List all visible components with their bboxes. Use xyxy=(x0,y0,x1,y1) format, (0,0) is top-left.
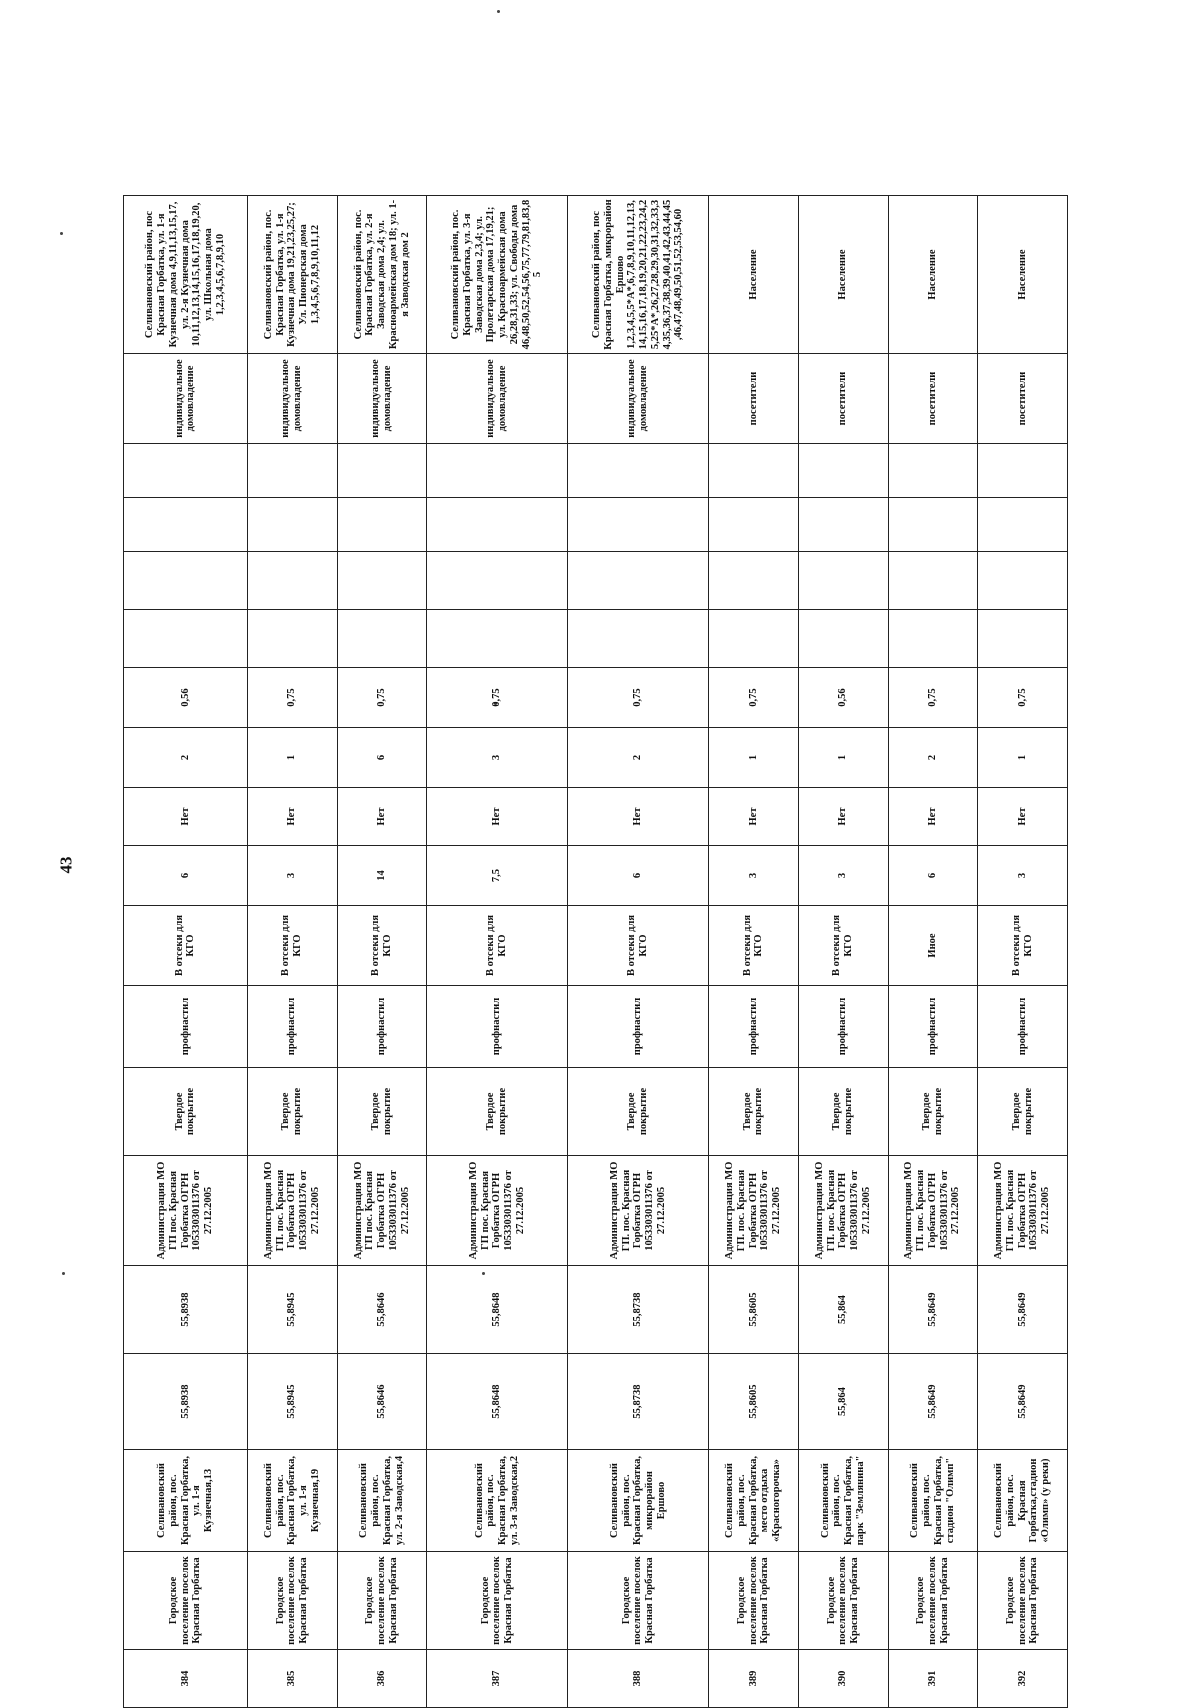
cell-sources: Население xyxy=(709,196,799,354)
cell-c14 xyxy=(568,610,709,668)
cell-source_type: индивидуальное домовладение xyxy=(247,354,337,444)
cell-address: Селивановский район, пос. Красная Горбатка, ул. 1-я Кузнечная,13 xyxy=(124,1450,248,1552)
cell-settlement: Городское поселение поселок Красная Горбатка xyxy=(798,1552,888,1650)
cell-lon: 55,8648 xyxy=(427,1266,568,1354)
cell-containers: 1 xyxy=(709,728,799,788)
cell-area: 14 xyxy=(337,846,427,906)
cell-lon: 55,8605 xyxy=(709,1266,799,1354)
cell-lon: 55,8938 xyxy=(124,1266,248,1354)
table-row xyxy=(888,196,978,1708)
cell-lat: 55,8649 xyxy=(978,1354,1068,1450)
cell-canopy: Нет xyxy=(124,788,248,846)
cell-settlement: Городское поселение поселок Красная Горбатка xyxy=(978,1552,1068,1650)
cell-c16 xyxy=(427,498,568,552)
table-row xyxy=(978,196,1068,1708)
cell-num: 386 xyxy=(337,1650,427,1708)
cell-canopy: Нет xyxy=(247,788,337,846)
cell-surface: Твердое покрытие xyxy=(124,1068,248,1156)
table-row xyxy=(337,196,427,1708)
cell-c14 xyxy=(247,610,337,668)
cell-c16 xyxy=(978,498,1068,552)
cell-c15 xyxy=(709,552,799,610)
cell-volume: 0,75 xyxy=(978,668,1068,728)
cell-source_type: индивидуальное домовладение xyxy=(427,354,568,444)
cell-waste: В отсеки для КГО xyxy=(978,906,1068,986)
cell-c16 xyxy=(124,498,248,552)
cell-volume: 0,56 xyxy=(124,668,248,728)
cell-c17 xyxy=(124,444,248,498)
cell-c14 xyxy=(888,610,978,668)
cell-lon: 55,8945 xyxy=(247,1266,337,1354)
cell-fence: профнастил xyxy=(978,986,1068,1068)
cell-c15 xyxy=(247,552,337,610)
cell-fence: профнастил xyxy=(337,986,427,1068)
cell-c16 xyxy=(247,498,337,552)
cell-lat: 55,8605 xyxy=(709,1354,799,1450)
cell-owner: Администрация МО ГП пос. Красная Горбатка ОГРН 1053303011376 от 27.12.2005 xyxy=(427,1156,568,1266)
cell-sources: Селивановский район, пос Красная Горбатка, ул. 1-я Кузнечная дома 4,9,11,13,15,17, ул. 2-я Кузнечная дома 10,11,12,13,14,15,16,17,18,19,20, ул. Школьная дома 1,2,3,4,5,6,7,8,9,10 xyxy=(124,196,248,354)
cell-area: 3 xyxy=(798,846,888,906)
cell-c14 xyxy=(798,610,888,668)
cell-owner: Администрация МО ГП. пос. Красная Горбатка ОГРН 1053303011376 от 27.12.2005 xyxy=(568,1156,709,1266)
cell-lon: 55,8646 xyxy=(337,1266,427,1354)
cell-c15 xyxy=(427,552,568,610)
cell-c16 xyxy=(798,498,888,552)
cell-c17 xyxy=(798,444,888,498)
cell-lon: 55,8738 xyxy=(568,1266,709,1354)
cell-volume: 0,75 xyxy=(427,668,568,728)
page-number: 43 xyxy=(56,856,76,874)
cell-num: 385 xyxy=(247,1650,337,1708)
cell-volume: 0,75 xyxy=(337,668,427,728)
cell-area: 3 xyxy=(709,846,799,906)
cell-num: 392 xyxy=(978,1650,1068,1708)
cell-lat: 55,8945 xyxy=(247,1354,337,1450)
cell-source_type: посетители xyxy=(978,354,1068,444)
cell-canopy: Нет xyxy=(337,788,427,846)
cell-c17 xyxy=(568,444,709,498)
cell-c14 xyxy=(709,610,799,668)
registry-body xyxy=(124,196,1068,1708)
cell-lat: 55,8648 xyxy=(427,1354,568,1450)
cell-lat: 55,864 xyxy=(798,1354,888,1450)
cell-fence: профнастил xyxy=(568,986,709,1068)
cell-lat: 55,8938 xyxy=(124,1354,248,1450)
cell-canopy: Нет xyxy=(978,788,1068,846)
cell-sources: Население xyxy=(888,196,978,354)
cell-surface: Твердое покрытие xyxy=(978,1068,1068,1156)
cell-containers: 2 xyxy=(568,728,709,788)
cell-address: Селивановский район, пос. Красная Горбатка, ул. 3-я Заводская,2 xyxy=(427,1450,568,1552)
cell-volume: 0,75 xyxy=(888,668,978,728)
cell-waste: В отсеки для КГО xyxy=(337,906,427,986)
cell-source_type: индивидуальное домовладение xyxy=(568,354,709,444)
cell-area: 3 xyxy=(247,846,337,906)
cell-address: Селивановский район, пос. Красная Горбатка, ул. 2-я Заводская,4 xyxy=(337,1450,427,1552)
cell-num: 388 xyxy=(568,1650,709,1708)
cell-address: Селивановский район, пос. Красная Горбатка, стадион "Олимп" xyxy=(888,1450,978,1552)
cell-c15 xyxy=(888,552,978,610)
cell-area: 6 xyxy=(568,846,709,906)
cell-c17 xyxy=(888,444,978,498)
cell-source_type: индивидуальное домовладение xyxy=(337,354,427,444)
cell-lon: 55,8649 xyxy=(888,1266,978,1354)
cell-settlement: Городское поселение поселок Красная Горбатка xyxy=(568,1552,709,1650)
scan-speck xyxy=(60,232,63,235)
cell-c16 xyxy=(888,498,978,552)
cell-fence: профнастил xyxy=(247,986,337,1068)
cell-num: 387 xyxy=(427,1650,568,1708)
scan-speck xyxy=(62,1272,65,1275)
cell-fence: профнастил xyxy=(427,986,568,1068)
cell-sources: Селивановский район, пос. Красная Горбатка, ул. 1-я Кузнечная дома 19,21,23,25,27; Ул. Пионерская дома 1,3,4,5,6,7,8,9,10,11,12 xyxy=(247,196,337,354)
cell-owner: Администрация МО ГП. пос. Красная Горбатка ОГРН 1053303011376 от 27.12.2005 xyxy=(247,1156,337,1266)
cell-sources: Население xyxy=(798,196,888,354)
cell-area: 6 xyxy=(124,846,248,906)
cell-c16 xyxy=(568,498,709,552)
cell-owner: Администрация МО ГП пос. Красная Горбатка ОГРН 1053303011376 от 27.12.2005 xyxy=(337,1156,427,1266)
cell-owner: Администрация МО ГП. пос. Красная Горбатка ОГРН 1053303011376 от 27.12.2005 xyxy=(709,1156,799,1266)
cell-settlement: Городское поселение поселок Красная Горбатка xyxy=(337,1552,427,1650)
cell-containers: 2 xyxy=(888,728,978,788)
cell-c16 xyxy=(709,498,799,552)
cell-area: 3 xyxy=(978,846,1068,906)
cell-waste: В отсеки для КГО xyxy=(568,906,709,986)
cell-address: Селивановский район, пос. Красная Горбатка, микрорайон Ершово xyxy=(568,1450,709,1552)
table-row xyxy=(798,196,888,1708)
cell-surface: Твердое покрытие xyxy=(798,1068,888,1156)
cell-waste: В отсеки для КГО xyxy=(124,906,248,986)
cell-lat: 55,8738 xyxy=(568,1354,709,1450)
cell-containers: 1 xyxy=(978,728,1068,788)
cell-containers: 1 xyxy=(247,728,337,788)
cell-containers: 1 xyxy=(798,728,888,788)
cell-waste: В отсеки для КГО xyxy=(427,906,568,986)
cell-source_type: посетители xyxy=(888,354,978,444)
cell-address: Селивановский район, пос. Красная Горбатка, место отдыха «Красногорочка» xyxy=(709,1450,799,1552)
cell-volume: 0,75 xyxy=(568,668,709,728)
table-row xyxy=(124,196,248,1708)
cell-sources: Селивановский район, пос Красная Горбатка, микрорайон Ершово 1,2,3,4,5,5*А*,6,7,8,9,10,11,12,13,14,15,16,17,18,19,20,21,22,23,24,25,25*А*,26,27,28,29,30,31,32,33,34,35,36,37,38,39,40,41,42,43,44,45,46,47,48,49,50,51,52,53,54,60 xyxy=(568,196,709,354)
cell-surface: Твердое покрытие xyxy=(337,1068,427,1156)
cell-surface: Твердое покрытие xyxy=(709,1068,799,1156)
cell-surface: Твердое покрытие xyxy=(888,1068,978,1156)
cell-waste: В отсеки для КГО xyxy=(247,906,337,986)
cell-address: Селивановский район, пос. Красная Горбатка, парк "Землянина" xyxy=(798,1450,888,1552)
cell-lat: 55,8646 xyxy=(337,1354,427,1450)
cell-source_type: посетители xyxy=(798,354,888,444)
cell-fence: профнастил xyxy=(124,986,248,1068)
cell-num: 384 xyxy=(124,1650,248,1708)
cell-canopy: Нет xyxy=(798,788,888,846)
cell-area: 7,5 xyxy=(427,846,568,906)
cell-fence: профнастил xyxy=(798,986,888,1068)
table-row xyxy=(427,196,568,1708)
cell-c15 xyxy=(798,552,888,610)
cell-volume: 0,56 xyxy=(798,668,888,728)
cell-num: 390 xyxy=(798,1650,888,1708)
cell-settlement: Городское поселение поселок Красная Горбатка xyxy=(124,1552,248,1650)
cell-settlement: Городское поселение поселок Красная Горбатка xyxy=(888,1552,978,1650)
cell-fence: профнастил xyxy=(709,986,799,1068)
cell-c16 xyxy=(337,498,427,552)
cell-c15 xyxy=(337,552,427,610)
table-row xyxy=(568,196,709,1708)
cell-surface: Твердое покрытие xyxy=(568,1068,709,1156)
cell-fence: профнастил xyxy=(888,986,978,1068)
table-row xyxy=(709,196,799,1708)
cell-address: Селивановский район, пос. Красная Горбатка, ул. 1-я Кузнечная,19 xyxy=(247,1450,337,1552)
cell-waste: В отсеки для КГО xyxy=(798,906,888,986)
cell-waste: Иное xyxy=(888,906,978,986)
cell-num: 389 xyxy=(709,1650,799,1708)
cell-lon: 55,8649 xyxy=(978,1266,1068,1354)
cell-containers: 2 xyxy=(124,728,248,788)
cell-owner: Администрация МО ГП. пос. Красная Горбатка ОГРН 1053303011376 от 27.12.2005 xyxy=(888,1156,978,1266)
cell-owner: Администрация МО ГП пос. Красная Горбатка ОГРН 1053303011376 от 27.12.2005 xyxy=(124,1156,248,1266)
cell-canopy: Нет xyxy=(888,788,978,846)
cell-num: 391 xyxy=(888,1650,978,1708)
cell-waste: В отсеки для КГО xyxy=(709,906,799,986)
cell-owner: Администрация МО ГП. пос. Красная Горбатка ОГРН 1053303011376 от 27.12.2005 xyxy=(978,1156,1068,1266)
cell-canopy: Нет xyxy=(427,788,568,846)
table-row xyxy=(247,196,337,1708)
cell-c14 xyxy=(337,610,427,668)
cell-surface: Твердое покрытие xyxy=(247,1068,337,1156)
cell-canopy: Нет xyxy=(568,788,709,846)
cell-sources: Население xyxy=(978,196,1068,354)
cell-c17 xyxy=(337,444,427,498)
cell-lon: 55,864 xyxy=(798,1266,888,1354)
cell-volume: 0,75 xyxy=(247,668,337,728)
cell-c17 xyxy=(709,444,799,498)
cell-c14 xyxy=(124,610,248,668)
cell-source_type: индивидуальное домовладение xyxy=(124,354,248,444)
cell-c17 xyxy=(247,444,337,498)
cell-c15 xyxy=(124,552,248,610)
registry-table xyxy=(123,195,1068,1708)
cell-c17 xyxy=(978,444,1068,498)
cell-c14 xyxy=(978,610,1068,668)
cell-sources: Селивановский район, пос. Красная Горбатка, ул. 3-я Заводская дома 2,3,4; ул. Пролетарская дома 17,19,21; ул. Красноармейская дома 26,28,31,33; ул. Свободы дома 46,48,50,52,54,56,75,77,79,81,83,85 xyxy=(427,196,568,354)
cell-settlement: Городское поселение поселок Красная Горбатка xyxy=(427,1552,568,1650)
cell-settlement: Городское поселение поселок Красная Горбатка xyxy=(709,1552,799,1650)
cell-owner: Администрация МО ГП. пос. Красная Горбатка ОГРН 1053303011376 от 27.12.2005 xyxy=(798,1156,888,1266)
cell-canopy: Нет xyxy=(709,788,799,846)
cell-settlement: Городское поселение поселок Красная Горбатка xyxy=(247,1552,337,1650)
cell-area: 6 xyxy=(888,846,978,906)
cell-volume: 0,75 xyxy=(709,668,799,728)
cell-c15 xyxy=(568,552,709,610)
cell-address: Селивановский район, пос. Красная Горбатка,стадион «Олимп» (у реки) xyxy=(978,1450,1068,1552)
cell-c14 xyxy=(427,610,568,668)
cell-sources: Селивановский район, пос. Красная Горбатка, ул. 2-я Заводская дома 2,4; ул. Красноармейская дом 18; ул. 1-я Заводская дом 2 xyxy=(337,196,427,354)
cell-lat: 55,8649 xyxy=(888,1354,978,1450)
cell-surface: Твердое покрытие xyxy=(427,1068,568,1156)
cell-c17 xyxy=(427,444,568,498)
cell-containers: 3 xyxy=(427,728,568,788)
cell-c15 xyxy=(978,552,1068,610)
scan-speck xyxy=(497,10,500,13)
cell-source_type: посетители xyxy=(709,354,799,444)
rotated-table-container xyxy=(123,196,1068,1708)
cell-containers: 6 xyxy=(337,728,427,788)
